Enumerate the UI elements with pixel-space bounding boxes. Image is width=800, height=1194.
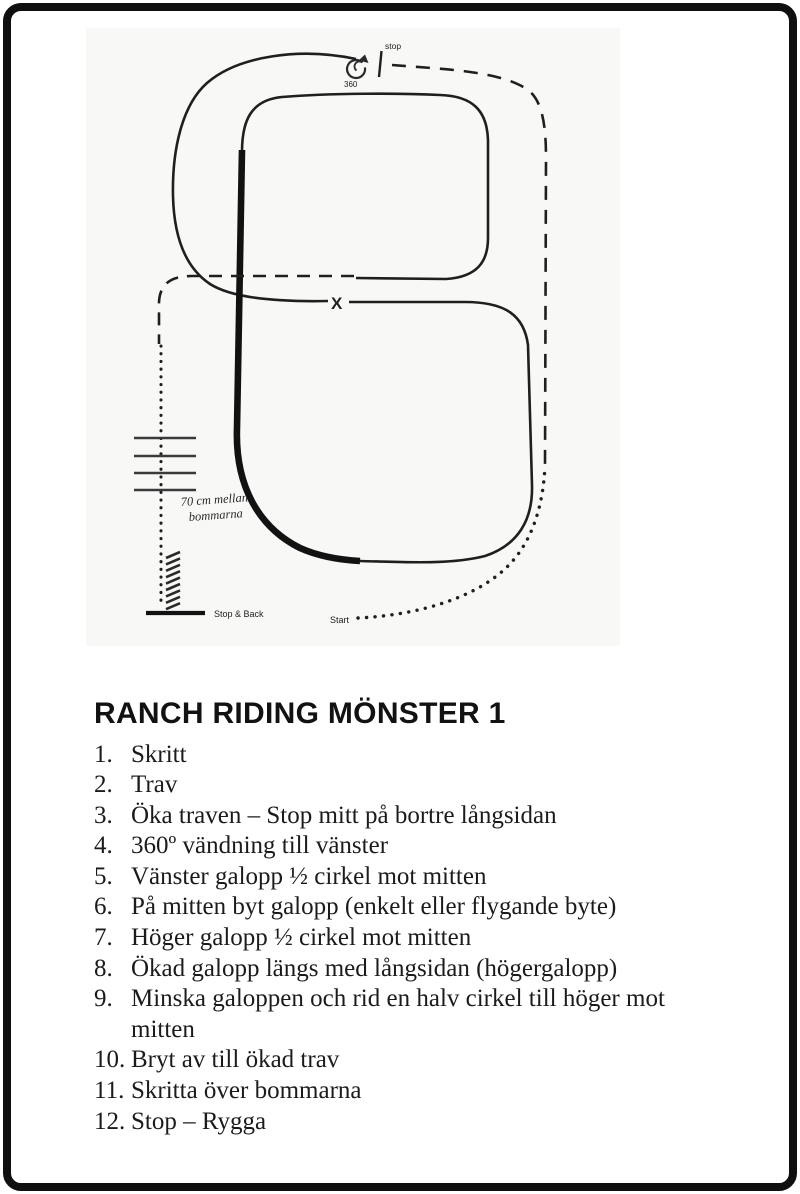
list-item [94,831,744,862]
spin-degrees-label: 360 [344,80,358,89]
step-number: 1. [94,740,113,768]
page-title: RANCH RIDING MÖNSTER 1 [94,697,506,730]
step-text: Skritt [131,740,187,768]
list-item [94,801,744,832]
list-item [94,740,744,771]
poles-note-line2: bommarna [188,506,244,524]
step-number: 8. [94,954,113,982]
step-text: Bryt av till ökad trav [131,1046,340,1074]
step-number: 11. [94,1077,125,1105]
list-item [94,1045,744,1076]
step-text: Minska galoppen och rid en halv cirkel till höger mot mitten [131,985,665,1043]
stop-label: stop [385,41,402,51]
step-text: Trav [131,771,178,799]
step-number: 12. [94,1107,126,1135]
step-text: 360º vändning till vänster [131,832,389,860]
step-text: Skritta över bommarna [131,1077,362,1105]
list-item [94,1107,744,1138]
step-number: 3. [94,801,113,829]
list-item [94,923,744,954]
step-number: 7. [94,924,113,952]
step-number: 6. [94,893,113,921]
list-item [94,862,744,893]
scan-backdrop [86,28,620,646]
step-text: På mitten byt galopp (enkelt eller flygande byte) [131,893,617,921]
list-item [94,984,744,1045]
step-text: Höger galopp ½ cirkel mot mitten [131,924,472,952]
list-item [94,954,744,985]
pattern-steps-list [94,740,744,1138]
step-text: Vänster galopp ½ cirkel mot mitten [131,862,487,890]
step-number: 10. [94,1046,126,1074]
instructions-section [94,697,744,1137]
step-number: 9. [94,985,113,1013]
step-text: Ökad galopp längs med långsidan (högergalopp) [131,954,618,982]
step-number: 4. [94,832,113,860]
list-item [94,1076,744,1107]
poles-note-line1: 70 cm mellan [180,490,249,509]
step-text: Stop – Rygga [131,1107,267,1135]
step-number: 5. [94,862,113,890]
stop-back-label: Stop & Back [214,609,264,619]
center-x-marker: X [331,294,343,313]
step-text: Öka traven – Stop mitt på bortre långsidan [131,801,557,829]
list-item [94,770,744,801]
start-label: Start [330,615,350,625]
step-number: 2. [94,771,113,799]
list-item [94,892,744,923]
